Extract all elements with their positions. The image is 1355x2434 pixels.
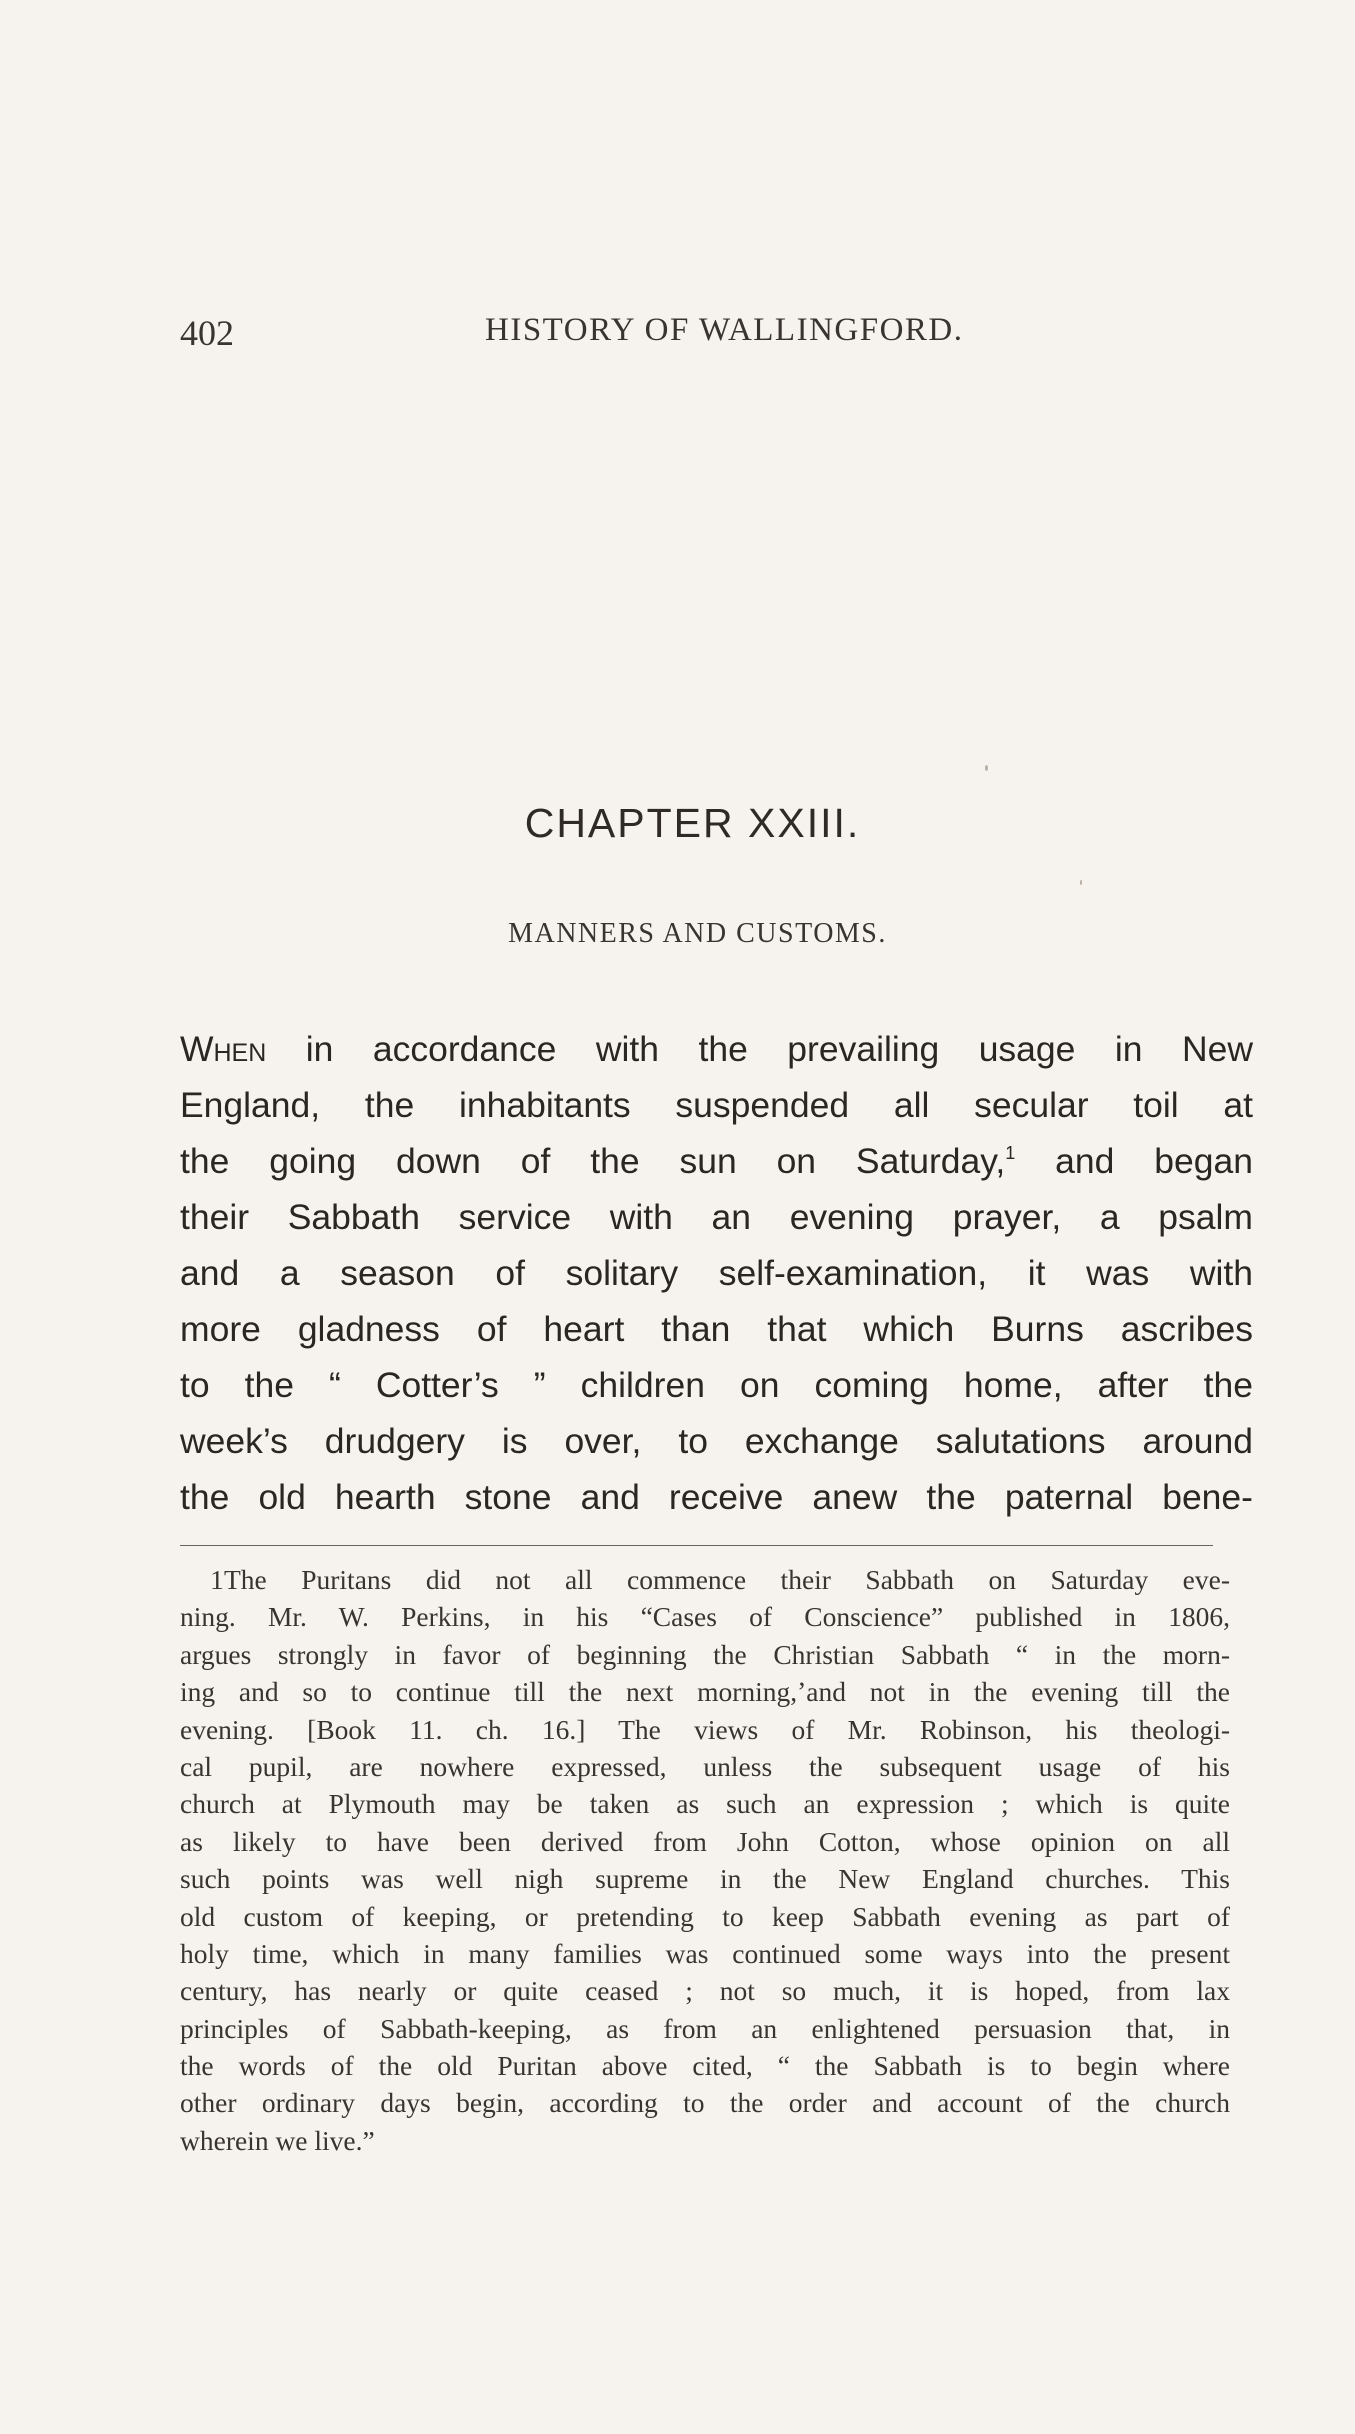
body-line: the old hearth stone and receive anew the paternal bene-	[180, 1477, 1253, 1517]
chapter-heading-text: CHAPTER XXIII.	[524, 800, 861, 846]
body-line: England, the inhabitants suspended all secular toil at	[180, 1085, 1253, 1125]
body-line: week’s drudgery is over, to exchange salutations around	[180, 1421, 1253, 1461]
chapter-subtitle	[0, 918, 1355, 950]
footnote-line: old custom of keeping, or pretending to keep Sabbath evening as part of	[180, 1900, 1230, 1932]
body-line: more gladness of heart than that which Burns ascribes	[180, 1309, 1253, 1349]
footnote-reference: 1	[1005, 1143, 1016, 1163]
book-title: HISTORY OF WALLINGFORD.	[485, 312, 964, 348]
running-head	[180, 312, 1010, 362]
chapter-heading	[0, 800, 1355, 847]
opening-word: When	[180, 1029, 267, 1069]
footnote-line: holy time, which in many families was continued some ways into the present	[180, 1937, 1230, 1969]
body-line: to the “ Cotter’s ” children on coming home, after the	[180, 1365, 1253, 1405]
footnote-line: as likely to have been derived from John Cotton, whose opinion on all	[180, 1825, 1230, 1857]
footnote	[180, 1561, 1230, 2159]
footnote-line: evening. [Book 11. ch. 16.] The views of Mr. Robinson, his theologi-	[180, 1713, 1230, 1745]
footnote-line: ning. Mr. W. Perkins, in his “Cases of Conscience” published in 1806,	[180, 1601, 1230, 1633]
footnote-line: cal pupil, are nowhere expressed, unless the subsequent usage of his	[180, 1750, 1230, 1782]
paper-speck	[1080, 880, 1082, 885]
footnote-line: century, has nearly or quite ceased ; not so much, it is hoped, from lax	[180, 1975, 1230, 2007]
body-paragraph	[180, 1021, 1253, 1525]
footnote-line: church at Plymouth may be taken as such an expression ; which is quite	[180, 1788, 1230, 1820]
footnote-line: the words of the old Puritan above cited, “ the Sabbath is to begin where	[180, 2050, 1230, 2082]
footnote-number: 1	[210, 1564, 224, 1595]
footnote-line: other ordinary days begin, according to the order and account of the church	[180, 2087, 1230, 2119]
footnote-line: such points was well nigh supreme in the New England churches. This	[180, 1863, 1230, 1895]
footnote-divider	[180, 1545, 1213, 1546]
body-line: the going down of the sun on Saturday,$^1$ and began	[180, 1141, 1253, 1181]
body-line: and a season of solitary self-examination, it was with	[180, 1253, 1253, 1293]
footnote-line: The Puritans did not all commence their Sabbath on Saturday eve-	[224, 1564, 1230, 1595]
footnote-line: ing and so to continue till the next morning,ʼand not in the evening till the	[180, 1676, 1230, 1708]
paper-speck	[985, 765, 988, 771]
footnote-line: argues strongly in favor of beginning the Christian Sabbath “ in the morn-	[180, 1638, 1230, 1670]
body-line: When in accordance with the prevailing usage in New	[180, 1029, 1253, 1069]
page-number: 402	[180, 313, 234, 353]
chapter-subtitle-text: MANNERS AND CUSTOMS.	[508, 918, 887, 949]
footnote-line: principles of Sabbath-keeping, as from an enlightened persuasion that, in	[180, 2012, 1230, 2044]
body-line: their Sabbath service with an evening prayer, a psalm	[180, 1197, 1253, 1237]
footnote-line: wherein we live.”	[180, 2124, 375, 2156]
